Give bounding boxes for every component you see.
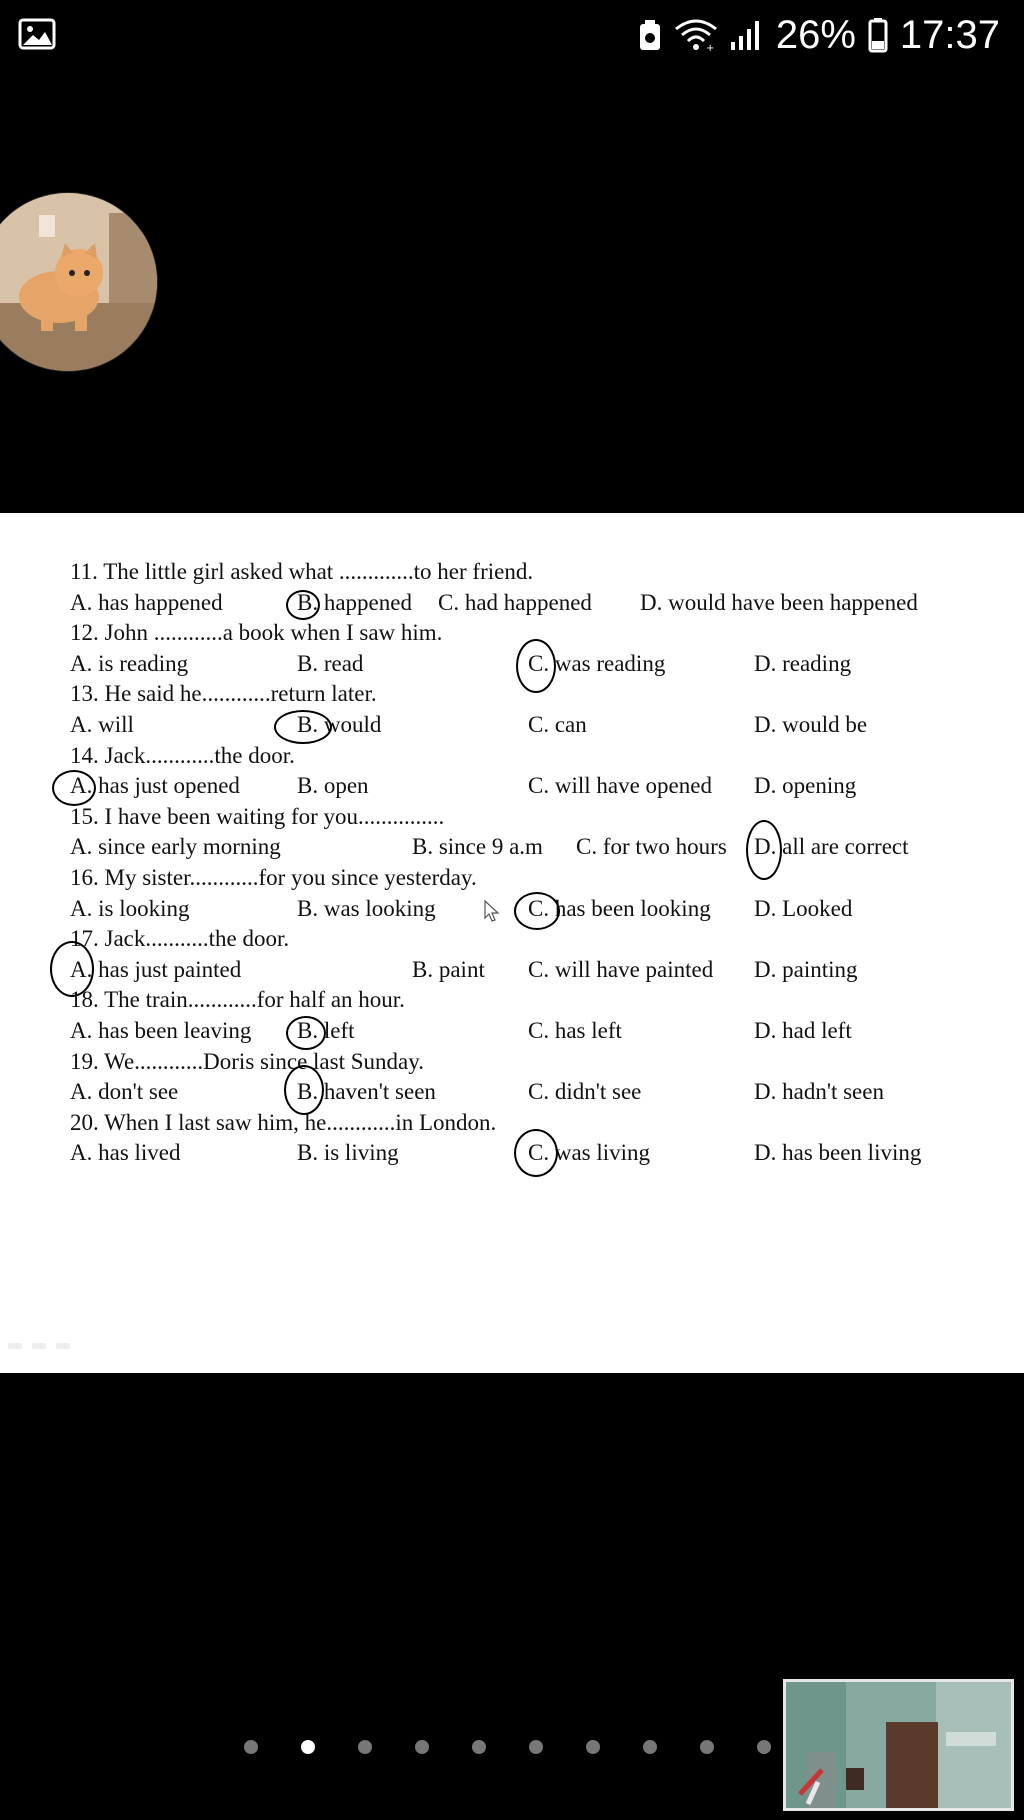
question-19 <box>70 1047 990 1078</box>
option-c: C. will have painted <box>528 956 714 982</box>
question-text: 17. Jack...........the door. <box>70 926 290 952</box>
option-d: D. all are correct <box>754 834 909 860</box>
option-a: A. has been leaving <box>70 1017 252 1043</box>
options-row-19 <box>70 1077 990 1108</box>
page-dot[interactable] <box>244 1740 258 1754</box>
option-c: C. didn't see <box>528 1079 642 1105</box>
option-b: B. read <box>297 650 364 676</box>
option-b: B. would <box>297 711 382 737</box>
question-text: 19. We............Doris since last Sunday. <box>70 1048 424 1074</box>
options-row-11 <box>70 588 990 619</box>
page-dot[interactable] <box>643 1740 657 1754</box>
option-c: C. for two hours <box>576 834 727 860</box>
option-c: C. has left <box>528 1017 622 1043</box>
options-row-17 <box>70 955 990 986</box>
page-dot[interactable] <box>700 1740 714 1754</box>
option-d: D. would be <box>754 711 868 737</box>
page-dot[interactable] <box>757 1740 771 1754</box>
option-d: D. opening <box>754 773 857 799</box>
option-d: D. has been living <box>754 1140 922 1166</box>
question-16 <box>70 863 990 894</box>
options-row-13 <box>70 710 990 741</box>
option-b: B. left <box>297 1017 355 1043</box>
status-bar <box>0 0 1024 70</box>
battery-percent: 26% <box>775 12 856 57</box>
option-c: C. will have opened <box>528 773 712 799</box>
question-text: 18. The train............for half an hour. <box>70 987 405 1013</box>
slide-toolbar[interactable] <box>8 1343 70 1349</box>
question-text: 15. I have been waiting for you............... <box>70 803 445 829</box>
question-18 <box>70 985 990 1016</box>
option-a: A. has just opened <box>70 773 240 799</box>
option-b: B. since 9 a.m <box>412 834 543 860</box>
clock: 17:37 <box>899 12 1000 57</box>
page-indicator[interactable] <box>244 1740 771 1754</box>
page-dot[interactable] <box>358 1740 372 1754</box>
option-d: D. reading <box>754 650 852 676</box>
options-row-12 <box>70 649 990 680</box>
option-a: A. will <box>70 711 134 737</box>
caller-avatar[interactable] <box>0 192 158 372</box>
option-c: C. was living <box>528 1140 651 1166</box>
battery-icon <box>868 17 888 53</box>
question-text: 12. John ............a book when I saw him. <box>70 620 443 646</box>
svg-text:+: + <box>705 43 715 53</box>
option-d: D. had left <box>754 1017 852 1043</box>
question-text: 20. When I last saw him, he............in London. <box>70 1109 497 1135</box>
question-15 <box>70 802 990 833</box>
mouse-pointer-icon <box>484 900 500 922</box>
option-c: C. can <box>528 711 587 737</box>
alarm-icon <box>638 18 662 52</box>
question-17 <box>70 924 990 955</box>
option-b: B. open <box>297 773 369 799</box>
self-view-video[interactable] <box>783 1679 1014 1811</box>
options-row-15 <box>70 832 990 863</box>
option-b: B. happened <box>297 589 412 615</box>
question-13 <box>70 679 990 710</box>
quiz-content <box>70 557 990 1169</box>
option-b: B. is living <box>297 1140 399 1166</box>
question-text: 14. Jack............the door. <box>70 742 295 768</box>
option-a: A. is reading <box>70 650 189 676</box>
question-14 <box>70 741 990 772</box>
page-dot[interactable] <box>472 1740 486 1754</box>
option-a: A. has happened <box>70 589 223 615</box>
option-b: B. haven't seen <box>297 1079 436 1105</box>
page-dot[interactable] <box>586 1740 600 1754</box>
option-a: A. has lived <box>70 1140 181 1166</box>
option-d: D. Looked <box>754 895 853 921</box>
wifi-icon <box>674 17 718 53</box>
options-row-18 <box>70 1016 990 1047</box>
question-text: 16. My sister............for you since yesterday. <box>70 864 477 890</box>
option-d: D. painting <box>754 956 858 982</box>
page-dot[interactable] <box>301 1740 315 1754</box>
page-dot[interactable] <box>529 1740 543 1754</box>
option-b: B. paint <box>412 956 485 982</box>
option-a: A. since early morning <box>70 834 281 860</box>
options-row-16 <box>70 894 990 925</box>
question-11 <box>70 557 990 588</box>
option-a: A. has just painted <box>70 956 242 982</box>
question-text: 11. The little girl asked what .............to her friend. <box>70 559 534 584</box>
option-b: B. was looking <box>297 895 436 921</box>
question-20 <box>70 1108 990 1139</box>
signal-icon <box>730 18 764 52</box>
option-d: D. would have been happened <box>640 589 918 615</box>
option-d: D. hadn't seen <box>754 1079 884 1105</box>
option-c: C. has been looking <box>528 895 711 921</box>
option-a: A. is looking <box>70 895 190 921</box>
option-c: C. had happened <box>438 589 592 615</box>
gallery-icon <box>18 18 56 50</box>
option-c: C. was reading <box>528 650 666 676</box>
options-row-20 <box>70 1138 990 1169</box>
options-row-14 <box>70 771 990 802</box>
presentation-slide <box>0 513 1024 1373</box>
question-12 <box>70 618 990 649</box>
option-a: A. don't see <box>70 1079 179 1105</box>
page-dot[interactable] <box>415 1740 429 1754</box>
question-text: 13. He said he............return later. <box>70 681 377 707</box>
